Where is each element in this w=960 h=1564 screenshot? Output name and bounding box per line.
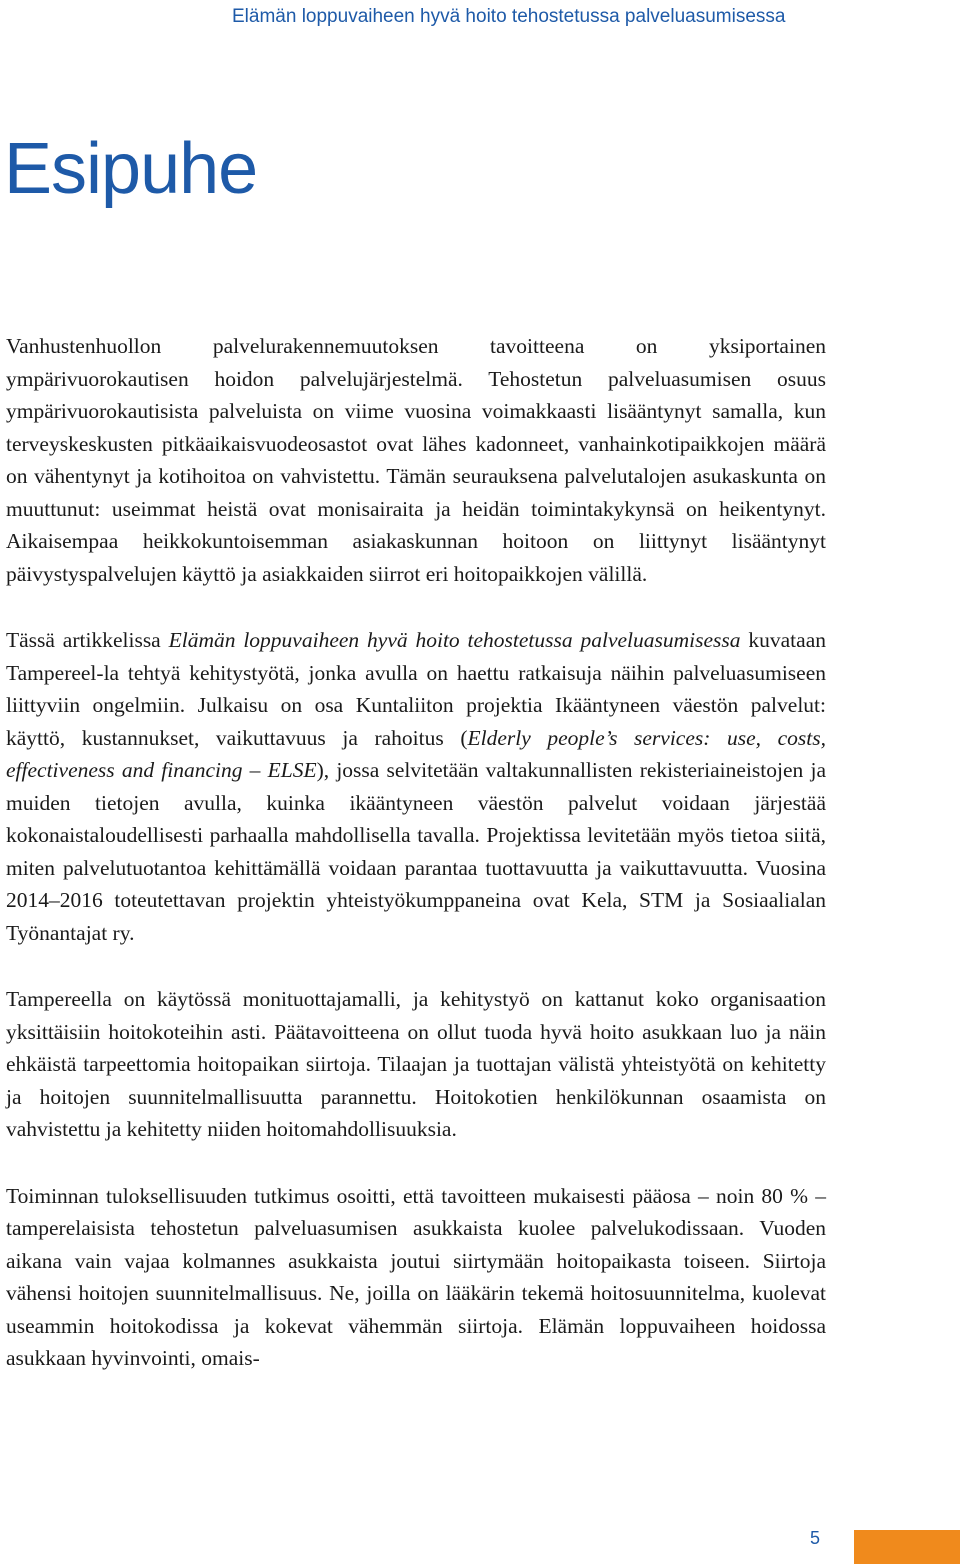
running-header: Elämän loppuvaiheen hyvä hoito tehostetussa palveluasumisessa — [232, 6, 786, 27]
paragraph-1: Vanhustenhuollon palvelurakennemuutoksen tavoitteena on yksiportainen ympärivuorokautisen hoidon palvelujärjestelmä. Tehostetun palveluasumisen osuus ympärivuorokautisista palveluista on viime vuosina voimakkaasti lisääntynyt samalla, kun terveyskeskusten pitkäaikaisvuodeosastot ovat lähes kadonneet, vanhainkotipaikkojen määrä on vähentynyt ja kotihoitoa on vahvistettu. Tämän seurauksena palvelutalojen asukaskunta on muuttunut: useimmat heistä ovat monisairaita ja heidän toimintakykynsä on heikentynyt. Aikaisempaa heikkokuntoisemman asiakaskunnan hoitoon on liittynyt lisääntynyt päivystyspalvelujen käyttö ja asiakkaiden siirrot eri hoitopaikkojen välillä. — [6, 334, 826, 586]
paragraph-3: Tampereella on käytössä monituottajamalli, ja kehitystyö on kattanut koko organisaation yksittäisiin hoitokoteihin asti. Päätavoitteena on ollut tuoda hyvä hoito asukkaan luo ja näin ehkäistä tarpeettomia hoitopaikan siirtoja. Tilaajan ja tuottajan välistä yhteistyötä on kehitetty ja hoitojen suunnitelmallisuutta parannettu. Hoitokotien henkilökunnan osaamista on vahvistettu ja kehitetty niiden hoitomahdollisuuksia. — [6, 987, 826, 1141]
project-english-name: Elderly people’s services: use, costs, effectiveness and financing – ELSE — [6, 725, 826, 782]
page-number: 5 — [810, 1528, 821, 1548]
paragraph-2 — [6, 624, 826, 949]
page-title: Esipuhe — [4, 129, 258, 209]
body-text — [6, 330, 826, 1409]
paragraph-2-part-c: kuvataan Tampereel-la tehtyä kehitystyötä, jonka avulla on haettu ratkaisuja näihin palveluasumiseen liittyviin ongelmiin. Julkaisu on osa Kuntaliiton projektia Ikääntyneen väestön palvelut: käyttö, kustannukset, vaikuttavuus ja rahoitus ( — [6, 628, 826, 750]
paragraph-2-part-a: Tässä artikkelissa — [6, 628, 169, 652]
paragraph-2-part-e: ), jossa selvitetään valtakunnallisten rekisteriaineistojen ja muiden tietojen avulla, kuinka ikääntyneen väestön palvelut voidaan järjestää kokonaistaloudellisesti parhaalla mahdollisella tavalla. Projektissa levitetään myös tietoa siitä, miten palvelutuotantoa kehittämällä voidaan parantaa tuottavuutta ja vaikuttavuutta. Vuosina 2014–2016 toteutettavan projektin yhteistyökumppaneina ovat Kela, STM ja Sosiaalialan Työnantajat ry. — [6, 758, 826, 945]
corner-accent-bar — [854, 1530, 960, 1564]
paragraph-4: Toiminnan tuloksellisuuden tutkimus osoitti, että tavoitteen mukaisesti pääosa – noin 80 % – tamperelaisista tehostetun palveluasumisen asukkaista kuolee palvelukodissaan. Vuoden aikana vain vajaa kolmannes asukkaista joutui siirtymään hoitopaikasta toiseen. Siirtoja vähensi hoitojen suunnitelmallisuus. Ne, joilla on lääkärin tekemä hoitosuunnitelma, kuolevat useammin hoitokodissa ja kokevat vähemmän siirtoja. Elämän loppuvaiheen hoidossa asukkaan hyvinvointi, omais- — [6, 1183, 826, 1370]
publication-title: Elämän loppuvaiheen hyvä hoito tehostetussa palveluasumisessa — [168, 628, 741, 652]
